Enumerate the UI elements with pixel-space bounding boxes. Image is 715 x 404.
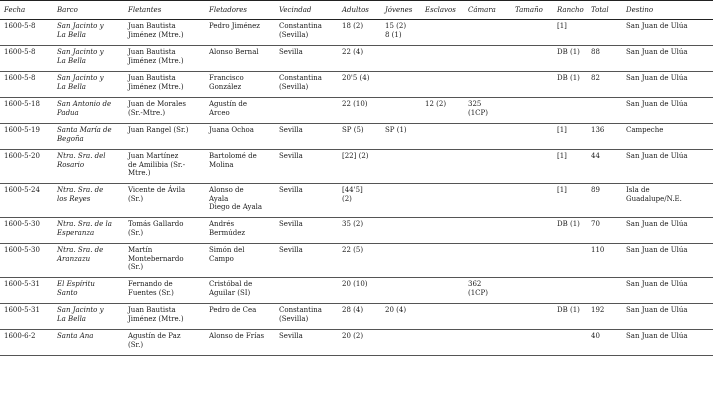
cell-destino: San Juan de Ulúa xyxy=(622,20,713,46)
cell-esclavos xyxy=(421,304,464,330)
cell-rancho xyxy=(553,278,587,304)
cell-jovenes xyxy=(381,278,421,304)
cell-camara xyxy=(464,330,511,356)
cell-fletantes: Vicente de Ávila (Sr.) xyxy=(124,184,205,218)
cell-rancho xyxy=(553,330,587,356)
cell-adultos: [44'5] (2) xyxy=(338,184,381,218)
cell-destino: San Juan de Ulúa xyxy=(622,46,713,72)
table-row xyxy=(0,330,713,356)
cell-adultos: 28 (4) xyxy=(338,304,381,330)
cell-adultos: 22 (4) xyxy=(338,46,381,72)
cell-rancho: [1] xyxy=(553,20,587,46)
table-row xyxy=(0,150,713,184)
cell-tamano xyxy=(511,46,553,72)
column-header-camara: Cámara xyxy=(464,1,511,20)
cell-fletadores: Andrés Bermúdez xyxy=(205,218,275,244)
cell-rancho: DB (1) xyxy=(553,72,587,98)
cell-vecindad: Sevilla xyxy=(275,46,338,72)
cell-camara xyxy=(464,124,511,150)
cell-fletadores: Pedro de Cea xyxy=(205,304,275,330)
cell-fletantes: Tomás Gallardo (Sr.) xyxy=(124,218,205,244)
column-header-fecha: Fecha xyxy=(0,1,53,20)
cell-tamano xyxy=(511,150,553,184)
cell-total: 70 xyxy=(587,218,622,244)
cell-barco: San Jacinto y La Bella xyxy=(53,304,124,330)
cell-jovenes xyxy=(381,150,421,184)
cell-total: 44 xyxy=(587,150,622,184)
column-header-jovenes: Jóvenes xyxy=(381,1,421,20)
cell-total xyxy=(587,278,622,304)
cell-adultos: 20'5 (4) xyxy=(338,72,381,98)
cell-fletantes: Martín Montebernardo (Sr.) xyxy=(124,244,205,278)
cell-fletantes: Juan Bautista Jiménez (Mtre.) xyxy=(124,304,205,330)
cell-total xyxy=(587,98,622,124)
cell-camara xyxy=(464,150,511,184)
cell-rancho: [1] xyxy=(553,124,587,150)
cell-fletadores: Alonso Bernal xyxy=(205,46,275,72)
cell-camara: 325 (1CP) xyxy=(464,98,511,124)
table-row xyxy=(0,98,713,124)
cell-fletantes: Juan Bautista Jiménez (Mtre.) xyxy=(124,72,205,98)
cell-fecha: 1600-5-30 xyxy=(0,244,53,278)
cell-tamano xyxy=(511,98,553,124)
table-row xyxy=(0,20,713,46)
cell-barco: San Jacinto y La Bella xyxy=(53,20,124,46)
cell-tamano xyxy=(511,184,553,218)
cell-esclavos xyxy=(421,150,464,184)
column-header-fletantes: Fletantes xyxy=(124,1,205,20)
cell-camara xyxy=(464,304,511,330)
cell-destino: Isla de Guadalupe/N.E. xyxy=(622,184,713,218)
cell-camara xyxy=(464,218,511,244)
table-row xyxy=(0,124,713,150)
cell-esclavos xyxy=(421,72,464,98)
cell-rancho: DB (1) xyxy=(553,304,587,330)
table-row xyxy=(0,244,713,278)
cell-jovenes xyxy=(381,46,421,72)
cell-total xyxy=(587,20,622,46)
cell-esclavos xyxy=(421,330,464,356)
cell-rancho xyxy=(553,244,587,278)
cell-barco: Ntra. Sra. del Rosario xyxy=(53,150,124,184)
cell-fletantes: Agustín de Paz (Sr.) xyxy=(124,330,205,356)
table-body xyxy=(0,20,713,356)
cell-fecha: 1600-5-8 xyxy=(0,20,53,46)
cell-fecha: 1600-5-19 xyxy=(0,124,53,150)
cell-fecha: 1600-5-8 xyxy=(0,46,53,72)
cell-tamano xyxy=(511,244,553,278)
column-header-vecindad: Vecindad xyxy=(275,1,338,20)
cell-tamano xyxy=(511,330,553,356)
cell-rancho xyxy=(553,98,587,124)
cell-rancho: DB (1) xyxy=(553,46,587,72)
cell-vecindad: Constantina (Sevilla) xyxy=(275,304,338,330)
cell-destino: San Juan de Ulúa xyxy=(622,278,713,304)
table-row xyxy=(0,304,713,330)
cell-fecha: 1600-5-31 xyxy=(0,304,53,330)
cell-vecindad: Sevilla xyxy=(275,330,338,356)
cell-fletadores: Francisco González xyxy=(205,72,275,98)
cell-vecindad: Constantina (Sevilla) xyxy=(275,20,338,46)
cell-barco: Ntra. Sra. de los Reyes xyxy=(53,184,124,218)
cell-barco: Ntra. Sra. de Aranzazu xyxy=(53,244,124,278)
column-header-tamano: Tamaño xyxy=(511,1,553,20)
cell-camara xyxy=(464,46,511,72)
cell-destino: Campeche xyxy=(622,124,713,150)
cell-adultos: 20 (2) xyxy=(338,330,381,356)
column-header-rancho: Rancho xyxy=(553,1,587,20)
cell-vecindad xyxy=(275,278,338,304)
cell-total: 110 xyxy=(587,244,622,278)
cell-adultos: 22 (10) xyxy=(338,98,381,124)
column-header-adultos: Adultos xyxy=(338,1,381,20)
cell-destino: San Juan de Ulúa xyxy=(622,244,713,278)
cell-fletantes: Juan Martínez de Amilibia (Sr.- Mtre.) xyxy=(124,150,205,184)
cell-fletadores: Cristóbal de Aguilar (SI) xyxy=(205,278,275,304)
cell-barco: Ntra. Sra. de la Esperanza xyxy=(53,218,124,244)
cell-fecha: 1600-6-2 xyxy=(0,330,53,356)
cell-tamano xyxy=(511,72,553,98)
table-row xyxy=(0,72,713,98)
cell-rancho: DB (1) xyxy=(553,218,587,244)
column-header-barco: Barco xyxy=(53,1,124,20)
table-row xyxy=(0,218,713,244)
cell-camara xyxy=(464,72,511,98)
cell-total: 88 xyxy=(587,46,622,72)
cell-fletantes: Juan Bautista Jiménez (Mtre.) xyxy=(124,20,205,46)
cell-barco: El Espíritu Santo xyxy=(53,278,124,304)
cell-fletadores: Simón del Campo xyxy=(205,244,275,278)
cell-camara: 362 (1CP) xyxy=(464,278,511,304)
table-row xyxy=(0,46,713,72)
cell-jovenes xyxy=(381,330,421,356)
cell-fecha: 1600-5-18 xyxy=(0,98,53,124)
cell-jovenes xyxy=(381,184,421,218)
column-header-total: Total xyxy=(587,1,622,20)
cell-jovenes: 20 (4) xyxy=(381,304,421,330)
cell-vecindad: Sevilla xyxy=(275,184,338,218)
cell-jovenes xyxy=(381,218,421,244)
cell-destino: San Juan de Ulúa xyxy=(622,150,713,184)
cell-fecha: 1600-5-30 xyxy=(0,218,53,244)
cell-fletadores: Agustín de Arceo xyxy=(205,98,275,124)
cell-fletantes: Juan Bautista Jiménez (Mtre.) xyxy=(124,46,205,72)
cell-tamano xyxy=(511,20,553,46)
cell-esclavos xyxy=(421,278,464,304)
cell-tamano xyxy=(511,278,553,304)
cell-barco: San Jacinto y La Bella xyxy=(53,72,124,98)
cell-barco: San Antonio de Padua xyxy=(53,98,124,124)
cell-tamano xyxy=(511,218,553,244)
cell-esclavos xyxy=(421,20,464,46)
cell-destino: San Juan de Ulúa xyxy=(622,304,713,330)
cell-camara xyxy=(464,244,511,278)
cell-destino: San Juan de Ulúa xyxy=(622,98,713,124)
cell-vecindad xyxy=(275,98,338,124)
cell-camara xyxy=(464,20,511,46)
column-header-fletadores: Fletadores xyxy=(205,1,275,20)
cell-fletadores: Alonso de Ayala Diego de Ayala xyxy=(205,184,275,218)
cell-esclavos xyxy=(421,124,464,150)
cell-vecindad: Sevilla xyxy=(275,218,338,244)
cell-total: 192 xyxy=(587,304,622,330)
cell-fletadores: Bartolomé de Molina xyxy=(205,150,275,184)
cell-fletantes: Juan de Morales (Sr.-Mtre.) xyxy=(124,98,205,124)
cell-destino: San Juan de Ulúa xyxy=(622,218,713,244)
table-row xyxy=(0,184,713,218)
cell-jovenes: 15 (2) 8 (1) xyxy=(381,20,421,46)
table-row xyxy=(0,278,713,304)
cell-total: 40 xyxy=(587,330,622,356)
cell-adultos: 20 (10) xyxy=(338,278,381,304)
cell-adultos: 18 (2) xyxy=(338,20,381,46)
cell-total: 82 xyxy=(587,72,622,98)
cell-barco: Santa María de Begoña xyxy=(53,124,124,150)
cell-total: 136 xyxy=(587,124,622,150)
cell-esclavos xyxy=(421,244,464,278)
cell-vecindad: Sevilla xyxy=(275,124,338,150)
cell-esclavos xyxy=(421,46,464,72)
cell-fecha: 1600-5-24 xyxy=(0,184,53,218)
column-header-esclavos: Esclavos xyxy=(421,1,464,20)
cell-esclavos: 12 (2) xyxy=(421,98,464,124)
cell-barco: Santa Ana xyxy=(53,330,124,356)
cell-tamano xyxy=(511,304,553,330)
cell-destino: San Juan de Ulúa xyxy=(622,330,713,356)
cell-rancho: [1] xyxy=(553,150,587,184)
cell-fecha: 1600-5-31 xyxy=(0,278,53,304)
cell-fletadores: Alonso de Frías xyxy=(205,330,275,356)
cell-fletantes: Fernando de Fuentes (Sr.) xyxy=(124,278,205,304)
cell-adultos: [22] (2) xyxy=(338,150,381,184)
cell-adultos: 35 (2) xyxy=(338,218,381,244)
cell-destino: San Juan de Ulúa xyxy=(622,72,713,98)
cell-vecindad: Sevilla xyxy=(275,244,338,278)
cell-vecindad: Sevilla xyxy=(275,150,338,184)
cell-total: 89 xyxy=(587,184,622,218)
cell-jovenes: SP (1) xyxy=(381,124,421,150)
cell-fletadores: Pedro Jiménez xyxy=(205,20,275,46)
cell-esclavos xyxy=(421,184,464,218)
cell-jovenes xyxy=(381,244,421,278)
cell-camara xyxy=(464,184,511,218)
cell-fecha: 1600-5-20 xyxy=(0,150,53,184)
cell-rancho: [1] xyxy=(553,184,587,218)
cell-adultos: 22 (5) xyxy=(338,244,381,278)
column-header-destino: Destino xyxy=(622,1,713,20)
cell-fletantes: Juan Rangel (Sr.) xyxy=(124,124,205,150)
cell-tamano xyxy=(511,124,553,150)
cell-adultos: SP (5) xyxy=(338,124,381,150)
cell-jovenes xyxy=(381,98,421,124)
cell-esclavos xyxy=(421,218,464,244)
cell-barco: San Jacinto y La Bella xyxy=(53,46,124,72)
cell-fecha: 1600-5-8 xyxy=(0,72,53,98)
cell-jovenes xyxy=(381,72,421,98)
table-header-row xyxy=(0,1,713,20)
cell-vecindad: Constantina (Sevilla) xyxy=(275,72,338,98)
cell-fletadores: Juana Ochoa xyxy=(205,124,275,150)
